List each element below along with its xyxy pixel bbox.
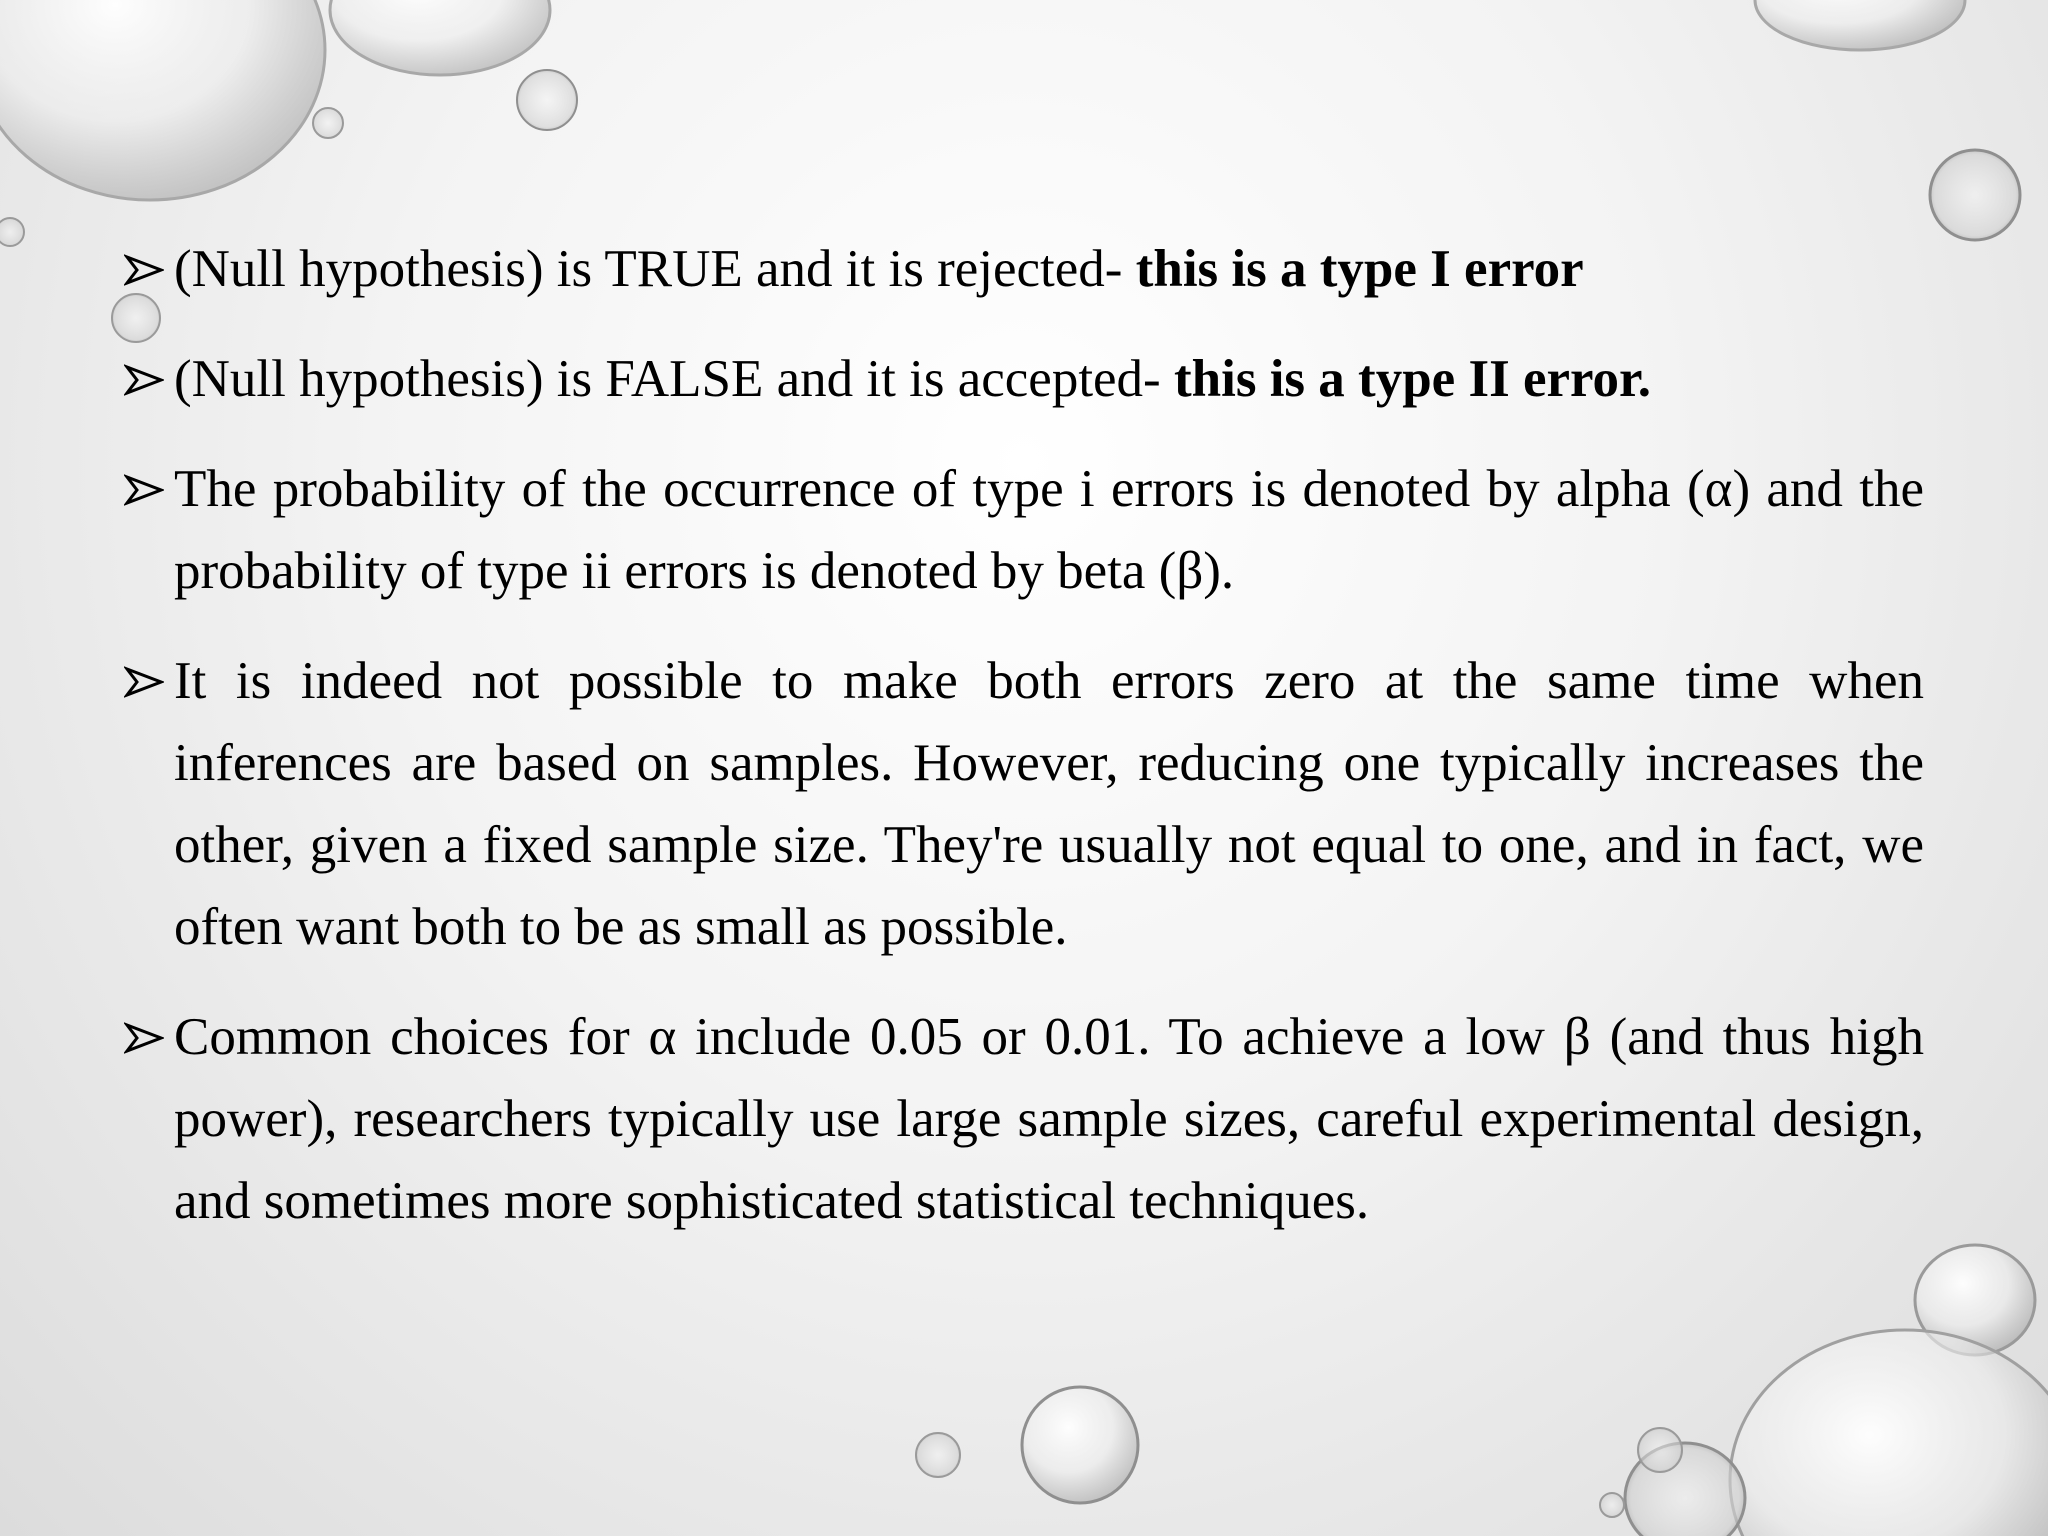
drop-shape [916,1433,960,1477]
arrow-bullet-icon [124,364,164,396]
bullet-item [124,640,1924,968]
drop-shape [517,70,577,130]
drop-shape [1730,1330,2048,1536]
drop-shape [1600,1493,1624,1517]
slide-content [124,228,1924,1270]
drop-shape [330,0,550,75]
bullet-text: (Null hypothesis) is TRUE and it is rejected- [174,240,1136,298]
arrow-bullet-icon [124,666,164,698]
arrow-bullet-icon [124,254,164,286]
bullet-text: Common choices for α include 0.05 or 0.01. To achieve a low β (and thus high power), researchers typically use large sample sizes, careful experimental design, and sometimes more sophisticated statistical techniques. [174,1008,1924,1230]
bullet-bold-text: this is a type I error [1135,240,1584,298]
drop-shape [1638,1428,1682,1472]
bullet-text: (Null hypothesis) is FALSE and it is accepted- [174,350,1174,408]
bullet-item [124,448,1924,612]
bullet-item [124,996,1924,1242]
bullet-item [124,228,1924,310]
drop-shape [0,0,325,200]
bullet-bold-text: this is a type II error. [1173,350,1651,408]
drop-shape [1755,0,1965,50]
drop-shape [1022,1387,1138,1503]
bullet-text: It is indeed not possible to make both errors zero at the same time when inferences are based on samples. However, reducing one typically increases the other, given a fixed sample size. They're usually not equal to one, and in fact, we often want both to be as small as possible. [174,652,1924,956]
arrow-bullet-icon [124,1022,164,1054]
drop-shape [313,108,343,138]
drop-shape [1930,150,2020,240]
drop-shape [0,218,24,246]
arrow-bullet-icon [124,474,164,506]
bullet-item [124,338,1924,420]
bullet-text: The probability of the occurrence of type i errors is denoted by alpha (α) and the probability of type ii errors is denoted by beta (β). [174,460,1924,600]
